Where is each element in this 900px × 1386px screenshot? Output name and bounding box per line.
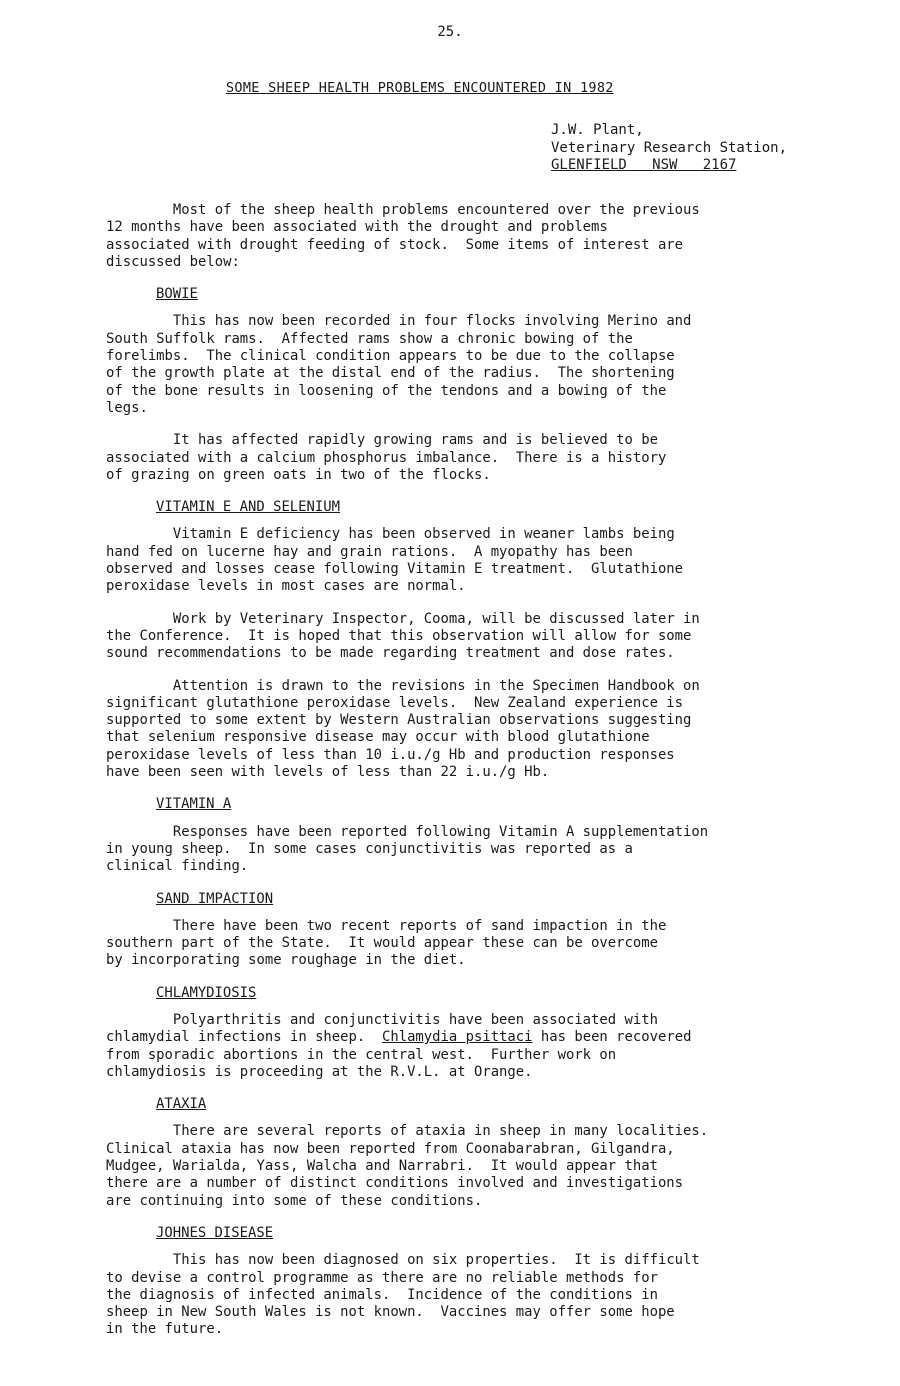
- section-bowie: [106, 286, 826, 484]
- paragraph: This has now been diagnosed on six properties. It is difficult to devise a control programme as there are no reliable methods for the diagnosis of infected animals. Incidence of the conditions in sheep in New South Wales is not known. Vaccines may offer some hope in the future.: [106, 1252, 700, 1338]
- section-heading: ATAXIA: [156, 1096, 207, 1113]
- section-vitamin-a: [106, 796, 826, 875]
- author-block: [551, 122, 787, 175]
- section-sand-impaction: [106, 891, 826, 970]
- paragraph: There are several reports of ataxia in sheep in many localities. Clinical ataxia has now been reported from Coonabarabran, Gilgandra, Mudgee, Warialda, Yass, Walcha and Narrabri. It would appear that there are a number of distinct conditions involved and investigations are continuing into some of these conditions.: [106, 1123, 709, 1209]
- author-institution: Veterinary Research Station,: [551, 139, 788, 156]
- section-heading: JOHNES DISEASE: [156, 1224, 274, 1241]
- author-address: GLENFIELD NSW 2167: [551, 157, 737, 173]
- paragraph: Vitamin E deficiency has been observed in weaner lambs being hand fed on lucerne hay and grain rations. A myopathy has been observed and losses cease following Vitamin E treatment. Glutathione peroxidase levels in most cases are normal.: [106, 526, 684, 595]
- author-name: J.W. Plant,: [551, 122, 644, 138]
- paragraph: Attention is drawn to the revisions in the Specimen Handbook on significant glutathione peroxidase levels. New Zealand experience is supported to some extent by Western Australian observations suggesting that selenium responsive disease may occur with blood glutathione peroxidase levels of less than 10 i.u./g Hb and production responses have been seen with levels of less than 22 i.u./g Hb.: [106, 677, 700, 781]
- section-johnes-disease: [106, 1225, 826, 1339]
- species-name: Chlamydia psittaci: [381, 1029, 533, 1046]
- paragraph: Work by Veterinary Inspector, Cooma, will be discussed later in the Conference. It is hoped that this observation will allow for some sound recommendations to be made regarding treatment and dose rates.: [106, 610, 700, 662]
- paragraph: There have been two recent reports of sand impaction in the southern part of the State. It would appear these can be overcome by incorporating some roughage in the diet.: [106, 917, 667, 969]
- page-number: 25.: [437, 24, 463, 40]
- paragraph: Polyarthritis and conjunctivitis have been associated with chlamydial infections in sheep. Chlamydia psittaci has been recovered from sporadic abortions in the central west. Further work on chlamydiosis is proceeding at the R.V.L. at Orange.: [106, 1011, 692, 1080]
- paragraph: It has affected rapidly growing rams and is believed to be associated with a calcium phosphorus imbalance. There is a history of grazing on green oats in two of the flocks.: [106, 432, 667, 483]
- section-heading: BOWIE: [156, 286, 198, 303]
- section-chlamydiosis: [106, 985, 826, 1081]
- document-title: SOME SHEEP HEALTH PROBLEMS ENCOUNTERED IN 1982: [226, 80, 614, 96]
- section-heading: SAND IMPACTION: [156, 890, 274, 907]
- paragraph: Responses have been reported following Vitamin A supplementation in young sheep. In some cases conjunctivitis was reported as a clinical finding.: [106, 823, 709, 875]
- section-heading: CHLAMYDIOSIS: [156, 984, 257, 1001]
- section-heading: VITAMIN A: [156, 796, 232, 813]
- intro-paragraph: Most of the sheep health problems encountered over the previous 12 months have been associated with the drought and problems associated with drought feeding of stock. Some items of interest are discussed below:: [106, 202, 700, 270]
- section-ataxia: [106, 1096, 826, 1210]
- paragraph: This has now been recorded in four flocks involving Merino and South Suffolk rams. Affected rams show a chronic bowing of the forelimbs. The clinical condition appears to be due to the collapse of the growth plate at the distal end of the radius. The shortening of the bone results in loosening of the tendons and a bowing of the legs.: [106, 313, 692, 416]
- section-vitamin-e-selenium: [106, 499, 826, 781]
- section-heading: VITAMIN E AND SELENIUM: [156, 499, 340, 516]
- document-body: [106, 202, 826, 1354]
